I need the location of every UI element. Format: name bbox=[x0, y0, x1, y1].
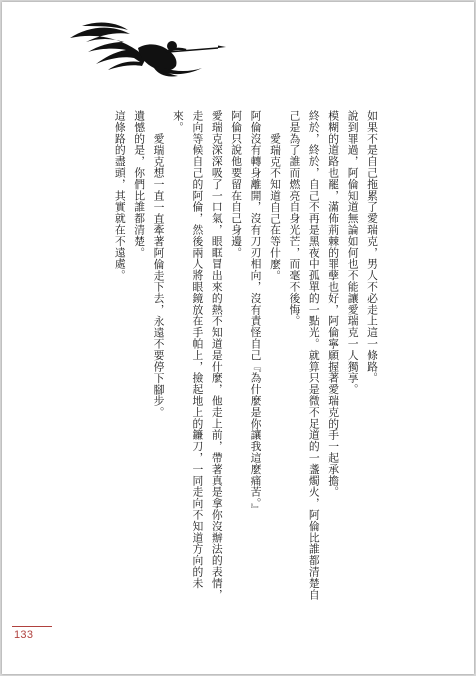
book-page bbox=[2, 2, 474, 674]
paragraph-1: 如果不是自己拖累了愛瑞克，男人不必走上這一條路。 bbox=[366, 110, 379, 384]
paragraph-9: 愛瑞克想一直一直牽著阿倫走下去，永遠不要停下腳步。 bbox=[152, 132, 166, 418]
page-number: 133 bbox=[14, 629, 34, 641]
winged-spear-figure-icon bbox=[68, 18, 228, 80]
paragraph-3: 模糊的道路也罷，滿佈荊棘的罪孽也好，阿倫寧願握著愛瑞克的手一起承擔。 bbox=[327, 110, 341, 498]
paragraph-5: 愛瑞克不知道自己在等什麼。 bbox=[268, 132, 282, 281]
vertical-text-body bbox=[110, 110, 382, 610]
paragraph-4: 終於，終於，自己不再是黑夜中孤單的一點光。就算只是微不足道的一盞燭火，阿倫比誰都清楚自己是為了誰而燃亮自身光芒，而毫不後悔。 bbox=[288, 110, 321, 601]
paragraph-8: 愛瑞克深深吸了一口氣，眼眶冒出來的熱不知道是什麼，他走上前，帶著真是拿你沒辦法的表情，走向等候自己的阿倫，然後兩人將眼鏡放在手帕上，撿起地上的鐮刀，一同走向不知道方向的未來。 bbox=[171, 110, 224, 601]
paragraph-6: 阿倫沒有轉身離開，沒有刀刃相向，沒有責怪自己『為什麼是你讓我這麼痛苦。』 bbox=[249, 110, 263, 515]
paragraph-7: 阿倫只說他要留在自己身邊。 bbox=[230, 110, 244, 259]
paragraph-11: 這條路的盡頭，其實就在不遠處。 bbox=[113, 110, 127, 281]
paragraph-2: 說到罪過，阿倫知道無論如何也不能讓愛瑞克一人獨享。 bbox=[346, 110, 360, 395]
footer-rule bbox=[12, 626, 52, 627]
paragraph-10: 遺憾的是，你們比誰都清楚。 bbox=[133, 110, 147, 259]
